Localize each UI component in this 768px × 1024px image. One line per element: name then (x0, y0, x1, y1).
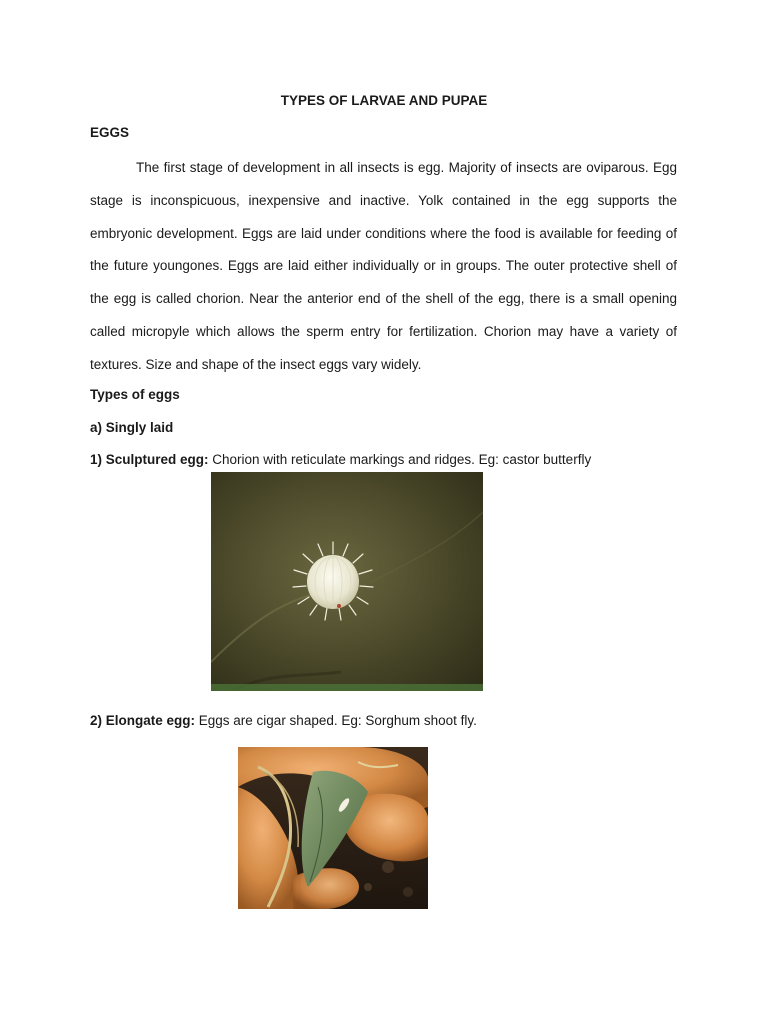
sculptured-egg-text: Chorion with reticulate markings and ridges. Eg: castor butterfly (208, 452, 592, 467)
elongate-egg-photo (238, 747, 428, 909)
intro-paragraph (90, 152, 677, 382)
elongate-egg-line (90, 713, 477, 728)
sculptured-egg-photo (211, 472, 483, 691)
singly-laid-heading: a) Singly laid (90, 420, 174, 435)
intro-paragraph-text: The first stage of development in all insects is egg. Majority of insects are oviparous. Egg stage is inconspicuous, inexpensive and inactive. Yolk contained in the egg supports the embryonic development. Eggs are laid under conditions where the food is available for feeding of the future youngones. Eggs are laid either individually or in groups. The outer protective shell of the egg is called chorion. Near the anterior end of the shell of the egg, there is a small opening called micropyle which allows the sperm entry for fertilization. Chorion may have a variety of textures. Size and shape of the insect eggs vary widely. (90, 160, 677, 372)
sculptured-egg-line (90, 452, 591, 467)
elongate-egg-label: 2) Elongate egg: (90, 713, 196, 728)
sculptured-egg-illustration (211, 472, 483, 691)
sculptured-egg-label: 1) Sculptured egg: (90, 452, 209, 467)
elongate-egg-illustration (238, 747, 428, 909)
section-heading-eggs: EGGS (90, 125, 130, 140)
elongate-egg-text: Eggs are cigar shaped. Eg: Sorghum shoot fly. (195, 713, 477, 728)
types-of-eggs-heading: Types of eggs (90, 387, 180, 402)
document-title: TYPES OF LARVAE AND PUPAE (280, 93, 488, 108)
